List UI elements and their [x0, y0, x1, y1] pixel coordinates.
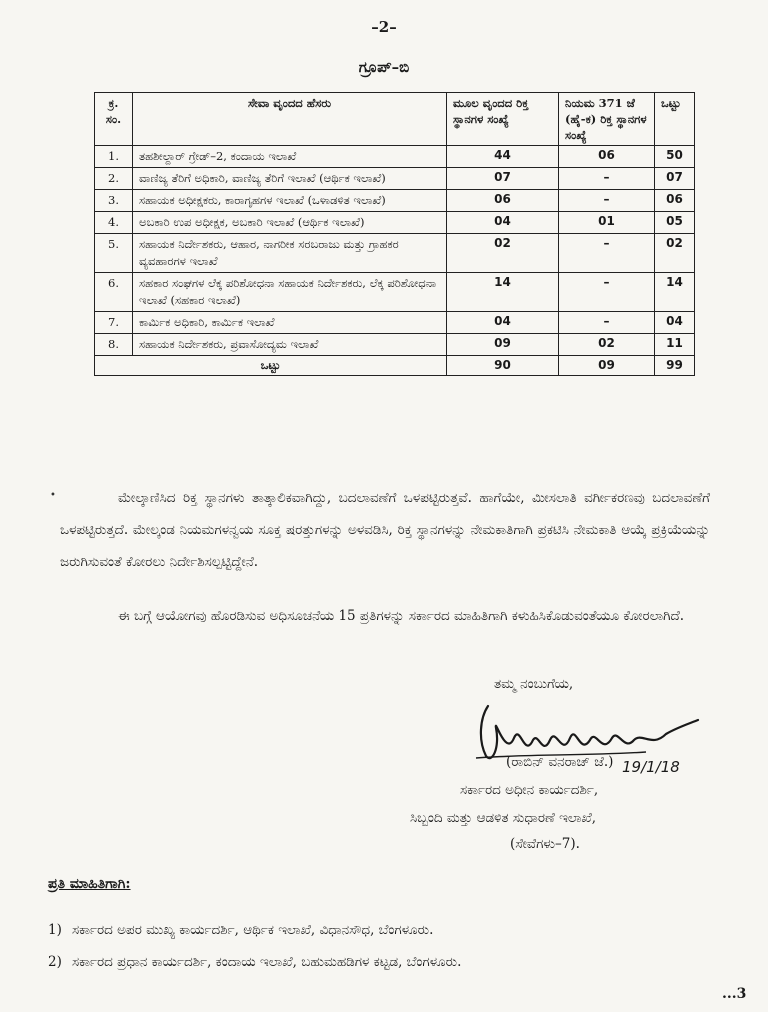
copy-to-heading: ಪ್ರತಿ ಮಾಹಿತಿಗಾಗಿ:: [48, 876, 131, 892]
table-header-row: [95, 93, 695, 146]
table-row: [95, 212, 695, 234]
row-total: 06: [655, 190, 695, 212]
row-sl: 7.: [95, 312, 133, 334]
row-total: 05: [655, 212, 695, 234]
row-original: 04: [447, 212, 559, 234]
table-row: [95, 168, 695, 190]
row-name: ಸಹಾಯಕ ನಿರ್ದೇಶಕರು, ಆಹಾರ, ನಾಗರೀಕ ಸರಬರಾಜು ಮತ್ತು ಗ್ರಾಹಕರ ವ್ಯವಹಾರಗಳ ಇಲಾಖೆ: [133, 234, 447, 273]
table-row: [95, 312, 695, 334]
row-sl: 1.: [95, 146, 133, 168]
row-original: 07: [447, 168, 559, 190]
section-line: (ಸೇವೆಗಳು–7).: [510, 836, 580, 852]
header-original: ಮೂಲ ವೃಂದದ ರಿಕ್ತ ಸ್ಥಾನಗಳ ಸಂಖ್ಯೆ: [447, 93, 559, 146]
table-row: [95, 273, 695, 312]
row-name: ಸಹಾಯಕ ಅಧೀಕ್ಷಕರು, ಕಾರಾಗೃಹಗಳ ಇಲಾಖೆ (ಒಳಾಡಳಿತ ಇಲಾಖೆ): [133, 190, 447, 212]
total-original: 90: [447, 356, 559, 376]
list-item-text: ಸರ್ಕಾರದ ಪ್ರಧಾನ ಕಾರ್ಯದರ್ಶಿ, ಕಂದಾಯ ಇಲಾಖೆ, ಬಹುಮಹಡಿಗಳ ಕಟ್ಟಡ, ಬೆಂಗಳೂರು.: [72, 954, 462, 970]
row-name: ವಾಣಿಜ್ಯ ತೆರಿಗೆ ಅಧಿಕಾರಿ, ವಾಣಿಜ್ಯ ತೆರಿಗೆ ಇಲಾಖೆ (ಆರ್ಥಿಕ ಇಲಾಖೆ): [133, 168, 447, 190]
paragraph-2: [60, 600, 710, 632]
row-sl: 4.: [95, 212, 133, 234]
row-original: 04: [447, 312, 559, 334]
handwritten-date: 19/1/18: [622, 758, 680, 776]
table-row: [95, 146, 695, 168]
row-rule371: 02: [559, 334, 655, 356]
row-total: 07: [655, 168, 695, 190]
list-item-number: 1): [48, 922, 62, 938]
row-sl: 3.: [95, 190, 133, 212]
row-total: 02: [655, 234, 695, 273]
list-item: [48, 954, 461, 970]
row-total: 50: [655, 146, 695, 168]
row-sl: 8.: [95, 334, 133, 356]
row-original: 06: [447, 190, 559, 212]
paragraph-1: [60, 482, 710, 578]
table-row: [95, 190, 695, 212]
header-total: ಒಟ್ಟು: [655, 93, 695, 146]
closing-text: ತಮ್ಮ ನಂಬುಗೆಯ,: [494, 676, 574, 692]
row-rule371: –: [559, 234, 655, 273]
group-title: ಗ್ರೂಪ್–ಬಿ: [358, 58, 410, 76]
row-name: ಸಹಾಯಕ ನಿರ್ದೇಶಕರು, ಪ್ರವಾಸೋದ್ಯಮ ಇಲಾಖೆ: [133, 334, 447, 356]
table-row: [95, 234, 695, 273]
row-sl: 5.: [95, 234, 133, 273]
row-name: ತಹಶೀಲ್ದಾರ್ ಗ್ರೇಡ್–2, ಕಂದಾಯ ಇಲಾಖೆ: [133, 146, 447, 168]
row-rule371: –: [559, 312, 655, 334]
continuation-marker: ...3: [722, 986, 747, 1002]
row-sl: 6.: [95, 273, 133, 312]
vacancy-table: [94, 92, 695, 376]
total-rule371: 09: [559, 356, 655, 376]
paragraph-2-text: ಈ ಬಗ್ಗೆ ಆಯೋಗವು ಹೊರಡಿಸುವ ಅಧಿಸೂಚನೆಯ 15 ಪ್ರತಿಗಳನ್ನು ಸರ್ಕಾರದ ಮಾಹಿತಿಗಾಗಿ ಕಳುಹಿಸಿಕೊಡುವಂತೆಯೂ ಕೋರಲಾಗಿದೆ.: [118, 608, 685, 624]
table-row: [95, 334, 695, 356]
row-name: ಸಹಕಾರ ಸಂಘಗಳ ಲೆಕ್ಕ ಪರಿಶೋಧನಾ ಸಹಾಯಕ ನಿರ್ದೇಶಕರು, ಲೆಕ್ಕ ಪರಿಶೋಧನಾ ಇಲಾಖೆ (ಸಹಕಾರ ಇಲಾಖೆ): [133, 273, 447, 312]
signer-name: (ರಾಬಿನ್ ವನರಾಜ್ ಜೆ.): [506, 754, 614, 770]
list-item: [48, 922, 433, 938]
list-item-number: 2): [48, 954, 62, 970]
row-rule371: –: [559, 168, 655, 190]
row-rule371: 01: [559, 212, 655, 234]
row-total: 04: [655, 312, 695, 334]
header-rule371: ನಿಯಮ 371 ಜೆ (ಹೈ-ಕ) ರಿಕ್ತ ಸ್ಥಾನಗಳ ಸಂಖ್ಯೆ: [559, 93, 655, 146]
row-name: ಕಾರ್ಮಿಕ ಅಧಿಕಾರಿ, ಕಾರ್ಮಿಕ ಇಲಾಖೆ: [133, 312, 447, 334]
total-label: ಒಟ್ಟು: [95, 356, 447, 376]
row-rule371: –: [559, 273, 655, 312]
page-number: –2–: [371, 18, 397, 36]
row-original: 14: [447, 273, 559, 312]
row-total: 11: [655, 334, 695, 356]
table-total-row: [95, 356, 695, 376]
row-rule371: –: [559, 190, 655, 212]
row-sl: 2.: [95, 168, 133, 190]
margin-mark: •: [50, 490, 56, 501]
header-name: ಸೇವಾ ವೃಂದದ ಹೆಸರು: [133, 93, 447, 146]
paragraph-1-text: ಮೇಲ್ಕಾಣಿಸಿದ ರಿಕ್ತ ಸ್ಥಾನಗಳು ತಾತ್ಕಾಲಿಕವಾಗಿದ್ದು, ಬದಲಾವಣೆಗೆ ಒಳಪಟ್ಟಿರುತ್ತವೆ. ಹಾಗೆಯೇ, ಮೀಸಲಾತಿ ವರ್ಗೀಕರಣವು ಬದಲಾವಣೆಗೆ ಒಳಪಟ್ಟಿರುತ್ತದೆ. ಮೇಲ್ಕಂಡ ನಿಯಮಗಳನ್ವಯ ಸೂಕ್ತ ಷರತ್ತುಗಳನ್ನು ಅಳವಡಿಸಿ, ರಿಕ್ತ ಸ್ಥಾನಗಳನ್ನು ನೇಮಕಾತಿಗಾಗಿ ಪ್ರಕಟಿಸಿ ನೇಮಕಾತಿ ಆಯ್ಕೆ ಪ್ರಕ್ರಿಯೆಯನ್ನು ಜರುಗಿಸುವಂತೆ ಕೋರಲು ನಿರ್ದೇಶಿಸಲ್ಪಟ್ಟಿದ್ದೇನೆ.: [60, 490, 710, 570]
list-item-text: ಸರ್ಕಾರದ ಅಪರ ಮುಖ್ಯ ಕಾರ್ಯದರ್ಶಿ, ಆರ್ಥಿಕ ಇಲಾಖೆ, ವಿಧಾನಸೌಧ, ಬೆಂಗಳೂರು.: [72, 922, 434, 938]
total-total: 99: [655, 356, 695, 376]
row-original: 44: [447, 146, 559, 168]
row-original: 09: [447, 334, 559, 356]
designation-line: ಸರ್ಕಾರದ ಅಧೀನ ಕಾರ್ಯದರ್ಶಿ,: [460, 782, 599, 798]
row-name: ಅಬಕಾರಿ ಉಪ ಅಧೀಕ್ಷಕ, ಅಬಕಾರಿ ಇಲಾಖೆ (ಆರ್ಥಿಕ ಇಲಾಖೆ): [133, 212, 447, 234]
row-original: 02: [447, 234, 559, 273]
row-rule371: 06: [559, 146, 655, 168]
row-total: 14: [655, 273, 695, 312]
department-line: ಸಿಬ್ಬಂದಿ ಮತ್ತು ಆಡಳಿತ ಸುಧಾರಣೆ ಇಲಾಖೆ,: [410, 810, 597, 826]
header-sl: ಕ್ರ. ಸಂ.: [95, 93, 133, 146]
